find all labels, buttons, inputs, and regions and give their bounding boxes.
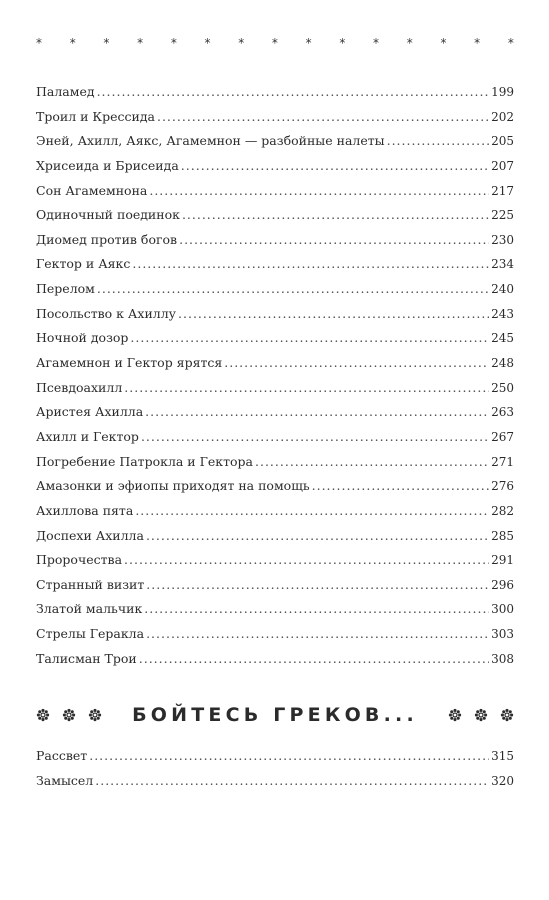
toc-entry-title: Амазонки и эфиопы приходят на помощь — [36, 478, 310, 494]
toc-entry-page: 240 — [491, 282, 514, 297]
star-divider — [36, 36, 514, 50]
toc-entry-page: 267 — [491, 429, 514, 444]
star-divider-icon: * — [69, 36, 76, 50]
toc-entry-title: Перелом — [36, 281, 95, 297]
toc-entry-page: 199 — [491, 85, 514, 99]
toc-entry-page: 243 — [491, 306, 514, 321]
toc-entry-title: Стрелы Геракла — [36, 626, 145, 642]
toc-entry — [36, 524, 514, 549]
toc-entry-page: 296 — [491, 577, 514, 592]
toc-entry — [36, 425, 514, 450]
toc-entry-title: Псевдоахилл — [36, 379, 123, 395]
toc-entry-title: Талисман Трои — [36, 650, 137, 666]
toc-entry-title: Пророчества — [36, 552, 123, 568]
star-divider-icon: * — [271, 36, 278, 50]
toc-entry — [36, 154, 514, 179]
toc-entry-title: Гектор и Аякс — [36, 256, 131, 272]
toc-entry — [36, 548, 514, 573]
toc-dot-leader — [135, 499, 489, 524]
toc-entry-title: Странный визит — [36, 576, 145, 592]
toc-entry-title: Эней, Ахилл, Аякс, Агамемнон — разбойные налеты — [36, 133, 385, 149]
toc-dot-leader — [178, 302, 489, 327]
toc-entry-page: 271 — [491, 454, 514, 469]
toc-dot-leader — [255, 450, 489, 475]
toc-dot-leader — [124, 548, 489, 573]
toc-dot-leader — [146, 622, 489, 647]
toc-entry — [36, 450, 514, 475]
toc-entry-page: 300 — [491, 602, 514, 617]
toc-entry — [36, 573, 514, 598]
toc-entry-page: 248 — [491, 356, 514, 371]
toc-dot-leader — [224, 351, 489, 376]
toc-entry — [36, 179, 514, 204]
toc-entry-page: 202 — [491, 109, 514, 124]
toc-entry — [36, 400, 514, 425]
toc-entry-page: 217 — [491, 183, 514, 198]
toc-dot-leader — [124, 376, 489, 401]
toc-entry — [36, 277, 514, 302]
toc-entry-title: Ахилл и Гектор — [36, 428, 139, 444]
toc-dot-leader — [141, 425, 489, 450]
star-divider-icon: * — [440, 36, 447, 50]
toc-dot-leader — [312, 474, 489, 499]
toc-entry-title: Замысел — [36, 772, 94, 788]
toc-entry — [36, 105, 514, 130]
toc-entry — [36, 228, 514, 253]
star-divider-icon: * — [238, 36, 245, 50]
sun-flower-ornament-icon — [88, 708, 102, 722]
toc-entry — [36, 351, 514, 376]
toc-entry — [36, 302, 514, 327]
toc-entry-page: 285 — [491, 528, 514, 543]
toc-entry-title: Агамемнон и Гектор ярятся — [36, 355, 223, 371]
toc-dot-leader — [97, 80, 490, 105]
toc-entry — [36, 129, 514, 154]
toc-dot-leader — [149, 179, 489, 204]
toc-dot-leader — [157, 105, 489, 130]
toc-entry-title: Ахиллова пята — [36, 502, 134, 518]
toc-dot-leader — [144, 597, 489, 622]
toc-dot-leader — [181, 154, 489, 179]
toc-dot-leader — [146, 524, 489, 549]
sun-flower-ornament-icon — [474, 708, 488, 722]
toc-entry-page: 245 — [491, 331, 514, 346]
star-divider-icon: * — [305, 36, 312, 50]
toc-entry-page: 230 — [491, 232, 514, 247]
toc-dot-leader — [179, 228, 489, 253]
toc-entry-title: Аристея Ахилла — [36, 404, 144, 420]
sun-flower-ornament-icon — [36, 708, 50, 722]
toc-entry — [36, 326, 514, 351]
toc-entry — [36, 647, 514, 672]
toc-dot-leader — [130, 326, 489, 351]
toc-entry-page: 291 — [491, 553, 514, 568]
toc-entry-title: Доспехи Ахилла — [36, 527, 144, 543]
toc-entry-page: 207 — [491, 158, 514, 173]
toc-entry-title: Ночной дозор — [36, 330, 129, 346]
ornaments-right — [448, 708, 514, 722]
toc-entry — [36, 203, 514, 228]
star-divider-icon: * — [36, 36, 42, 50]
star-divider-icon: * — [103, 36, 110, 50]
star-divider-icon: * — [406, 36, 413, 50]
star-divider-icon: * — [474, 36, 481, 50]
toc-dot-leader — [89, 744, 489, 769]
toc-entry-page: 205 — [491, 134, 514, 149]
toc-entry-page: 315 — [491, 749, 514, 763]
toc-entry-page: 320 — [491, 773, 514, 788]
toc-entry-title: Погребение Патрокла и Гектора — [36, 453, 253, 469]
toc-entry-title: Паламед — [36, 84, 95, 99]
toc-entry-title: Диомед против богов — [36, 231, 178, 247]
toc-entry-page: 276 — [491, 479, 514, 494]
table-of-contents-section — [36, 744, 514, 793]
toc-entry — [36, 744, 514, 769]
ornaments-left — [36, 708, 102, 722]
toc-dot-leader — [387, 129, 489, 154]
star-divider-icon: * — [339, 36, 346, 50]
sun-flower-ornament-icon — [500, 708, 514, 722]
toc-dot-leader — [182, 203, 489, 228]
toc-entry-page: 234 — [491, 257, 514, 272]
section-heading — [36, 700, 514, 730]
toc-dot-leader — [95, 769, 489, 794]
star-divider-icon: * — [204, 36, 211, 50]
toc-dot-leader — [146, 573, 489, 598]
toc-entry-title: Хрисеида и Брисеида — [36, 157, 179, 173]
toc-entry — [36, 80, 514, 105]
toc-entry — [36, 376, 514, 401]
toc-entry-page: 303 — [491, 627, 514, 642]
toc-entry-title: Рассвет — [36, 748, 88, 763]
toc-entry-title: Посольство к Ахиллу — [36, 305, 177, 321]
toc-entry-title: Одиночный поединок — [36, 207, 180, 223]
toc-entry — [36, 252, 514, 277]
toc-entry-page: 263 — [491, 405, 514, 420]
section-heading-text: БОЙТЕСЬ ГРЕКОВ... — [132, 704, 418, 726]
toc-entry-page: 225 — [491, 208, 514, 223]
star-divider-icon: * — [373, 36, 380, 50]
toc-entry-title: Троил и Крессида — [36, 108, 155, 124]
toc-entry — [36, 474, 514, 499]
toc-entry — [36, 597, 514, 622]
toc-entry-title: Сон Агамемнона — [36, 182, 148, 198]
sun-flower-ornament-icon — [62, 708, 76, 722]
star-divider-icon: * — [170, 36, 177, 50]
toc-entry — [36, 622, 514, 647]
sun-flower-ornament-icon — [448, 708, 462, 722]
toc-entry — [36, 769, 514, 794]
toc-entry-page: 308 — [491, 651, 514, 666]
star-divider-icon: * — [137, 36, 144, 50]
toc-entry-title: Златой мальчик — [36, 601, 143, 617]
toc-dot-leader — [139, 647, 489, 672]
toc-entry — [36, 499, 514, 524]
table-of-contents — [36, 80, 514, 671]
toc-dot-leader — [145, 400, 489, 425]
toc-entry-page: 282 — [491, 503, 514, 518]
toc-dot-leader — [97, 277, 489, 302]
toc-dot-leader — [132, 252, 489, 277]
toc-entry-page: 250 — [491, 380, 514, 395]
star-divider-icon: * — [507, 36, 514, 50]
